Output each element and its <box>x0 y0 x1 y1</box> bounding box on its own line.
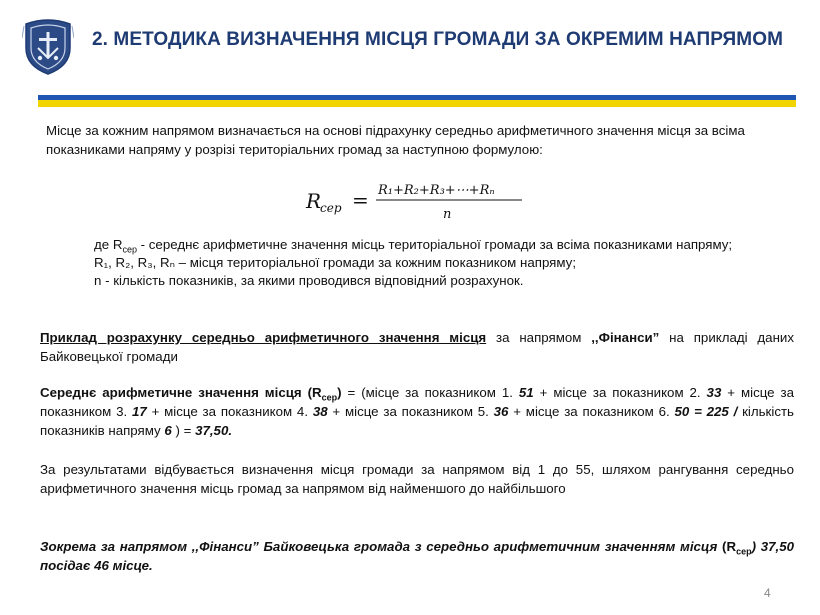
conclusion-r-subscript: сер <box>736 546 752 557</box>
calc-label: Середнє арифметичне значення місця <box>40 385 302 400</box>
conclusion-text-2: ) 37,50 посідає 46 місце. <box>40 539 794 573</box>
formula <box>300 174 560 224</box>
calc-text-2: + місце за показником 2. <box>533 385 707 400</box>
definitions <box>54 236 796 290</box>
calc-text-3: + місце за показником 3. <box>40 385 794 419</box>
definition-r-avg-subscript: сер <box>122 244 137 255</box>
definition-r-places: R₁, R₂, R₃, Rₙ – місця територіальної громади за кожним показником напряму; <box>94 255 577 270</box>
calc-text-4: + місце за показником 4. <box>146 404 313 419</box>
formula-equals: = <box>352 188 369 212</box>
conclusion-r-symbol: (R <box>717 539 737 554</box>
calc-value-1: 51 <box>518 385 534 400</box>
ternopil-coat-of-arms-logo <box>22 18 74 76</box>
formula-lhs: R <box>306 189 322 213</box>
definition-r-avg-symbol: де R <box>94 237 123 252</box>
calculation-paragraph <box>40 383 794 440</box>
example-heading: Приклад розрахунку середньо арифметичного значення місця <box>40 330 487 345</box>
calc-text-8: ) = <box>171 423 196 438</box>
formula-numerator: R₁+R₂+R₃+⋯+Rₙ <box>378 183 495 198</box>
calc-value-2: 33 <box>706 385 722 400</box>
calc-value-7: 6 <box>164 423 172 438</box>
conclusion-text-1: Зокрема за напрямом ,,Фінанси” Байковецька громада з середньо арифметичним значенням місця <box>40 539 718 554</box>
intro-paragraph: Місце за кожним напрямом визначається на основі підрахунку середньо арифметичного значення місця за всіма показниками напряму у розрізі територіальних громад за наступною формулою: <box>46 123 745 157</box>
definition-r-avg-text: - середнє арифметичне значення місць територіальної громади за всіма показниками напряму; <box>136 237 733 252</box>
definition-r-avg <box>54 236 796 254</box>
example-paragraph <box>40 328 794 366</box>
calc-value-6: 50 = 225 / <box>674 404 738 419</box>
slide-title: 2. МЕТОДИКА ВИЗНАЧЕННЯ МІСЦЯ ГРОМАДИ ЗА ОКРЕМИМ НАПРЯМОМ <box>92 29 784 50</box>
calc-value-5: 36 <box>493 404 509 419</box>
definition-n: n - кількість показників, за якими проводився відповідний розрахунок. <box>94 273 524 288</box>
calc-text-6: + місце за показником 6. <box>508 404 675 419</box>
calc-text-7: кількість показників напряму <box>40 404 794 438</box>
flag-stripe-yellow <box>38 100 796 107</box>
calc-value-4: 38 <box>312 404 328 419</box>
calc-result: 37,50. <box>195 423 233 438</box>
ranking-paragraph: За результатами відбувається визначення місця громади за напрямом від 1 до 55, шляхом рангування середньо арифметичного значення місць громад за напрямом від найменшого до найбільшого <box>40 462 794 496</box>
formula-denominator: n <box>443 207 452 222</box>
calc-value-3: 17 <box>132 404 147 419</box>
calc-r-subscript: сер <box>321 392 338 403</box>
calc-text-5: + місце за показником 5. <box>327 404 494 419</box>
calc-text-1: = (місце за показником 1. <box>341 385 519 400</box>
page-number: 4 <box>764 586 771 600</box>
example-direction: ,,Фінанси” <box>591 330 660 345</box>
calc-r-close: ) <box>337 385 342 400</box>
conclusion-paragraph <box>40 537 794 575</box>
example-tail-text: на прикладі даних Байковецької громади <box>40 330 794 364</box>
example-mid-text: за напрямом <box>486 330 592 345</box>
calc-r-symbol: (R <box>301 385 322 400</box>
formula-lhs-subscript: сер <box>320 201 342 215</box>
